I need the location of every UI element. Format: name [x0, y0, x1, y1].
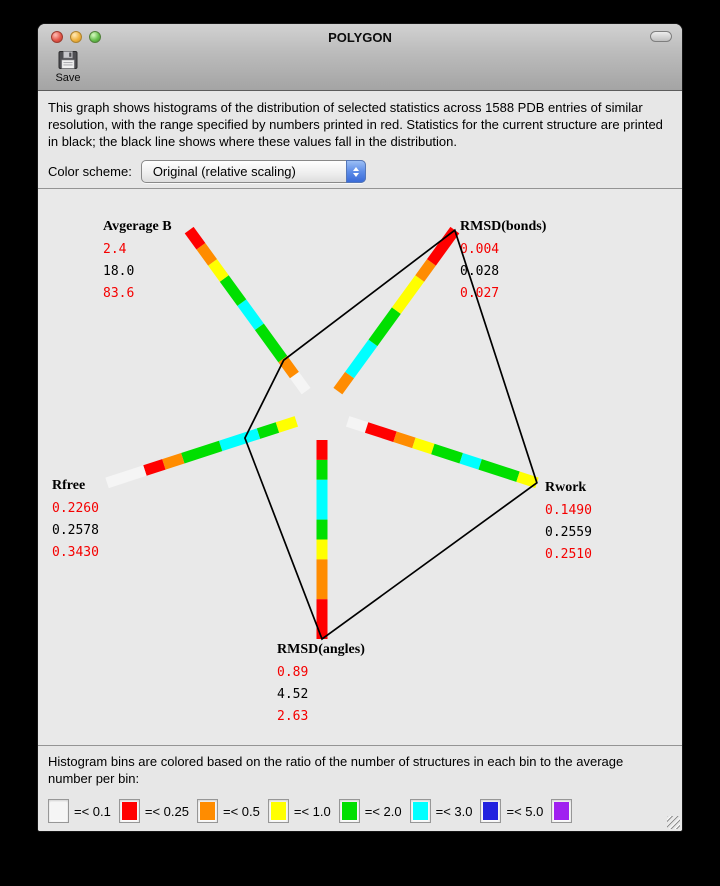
legend-item	[339, 799, 407, 823]
axis-value-value: 0.028	[460, 264, 500, 279]
axis-label-block-rmsd_bonds	[460, 218, 546, 305]
description-text: This graph shows histograms of the distribution of selected statistics across 1588 PDB entries of similar resolution, with the range specified by numbers printed in red. Statistics for the current structure are printed in black; the black line shows where these values fall in the distribution.	[48, 100, 663, 149]
legend-swatch-green	[339, 799, 360, 823]
axis-value-value: 0.2559	[545, 525, 592, 540]
legend-item	[197, 799, 265, 823]
window-title: POLYGON	[328, 30, 392, 45]
axis-value-value: 4.52	[277, 687, 309, 702]
legend-item	[268, 799, 336, 823]
axis-min-value: 2.4	[103, 242, 127, 257]
legend-label: =< 3.0	[435, 803, 473, 819]
axis-max-value: 0.027	[460, 286, 500, 301]
legend-item	[48, 799, 116, 823]
axis-title: Avgerage B	[103, 219, 172, 234]
legend-label: =< 2.0	[364, 803, 402, 819]
save-button-label: Save	[55, 72, 81, 84]
window-header	[38, 24, 682, 91]
legend-item	[119, 799, 194, 823]
toolbar-toggle-button[interactable]	[650, 31, 672, 42]
legend-label: =< 0.1	[74, 803, 111, 819]
save-button[interactable]	[47, 49, 89, 87]
axis-min-value: 0.89	[277, 665, 309, 680]
legend	[48, 799, 575, 823]
footer-panel	[38, 746, 682, 831]
plot-area	[38, 189, 682, 746]
legend-item	[480, 799, 548, 823]
axis-label-block-rfree	[52, 477, 99, 564]
legend-swatch-cyan	[410, 799, 431, 823]
color-scheme-row	[48, 160, 366, 183]
titlebar	[38, 24, 682, 50]
axis-title: Rfree	[52, 478, 86, 493]
legend-swatch-white	[48, 799, 69, 823]
axis-min-value: 0.1490	[545, 503, 592, 518]
axis-max-value: 0.2510	[545, 547, 592, 562]
legend-label: =< 5.0	[506, 803, 544, 819]
axis-min-value: 0.004	[460, 242, 500, 257]
axis-label-block-avg_b	[103, 218, 172, 305]
save-icon	[57, 49, 79, 71]
axis-label-block-rwork	[545, 479, 592, 566]
axis-label-block-rmsd_angles	[277, 641, 365, 728]
dropdown-stepper-icon	[346, 160, 366, 183]
legend-note: Histogram bins are colored based on the ratio of the number of structures in each bin to the average number per bin:	[48, 754, 624, 786]
description-panel	[38, 91, 682, 189]
axis-max-value: 2.63	[277, 709, 309, 724]
legend-label: =< 0.25	[144, 803, 189, 819]
legend-swatch-red	[119, 799, 140, 823]
axis-max-value: 83.6	[103, 286, 135, 301]
resize-grip[interactable]	[667, 816, 680, 829]
axis-value-value: 18.0	[103, 264, 135, 279]
axis-max-value: 0.3430	[52, 545, 99, 560]
legend-swatch-purple	[551, 799, 572, 823]
axis-title: RMSD(angles)	[277, 642, 365, 657]
legend-item	[410, 799, 478, 823]
polygon-window	[38, 24, 682, 831]
legend-swatch-yellow	[268, 799, 289, 823]
axis-min-value: 0.2260	[52, 501, 99, 516]
axis-title: Rwork	[545, 480, 587, 495]
legend-swatch-orange	[197, 799, 218, 823]
color-scheme-selected-value: Original (relative scaling)	[152, 164, 296, 179]
legend-label: =< 1.0	[293, 803, 331, 819]
legend-item	[551, 799, 572, 823]
color-scheme-label: Color scheme:	[48, 164, 132, 179]
legend-label: =< 0.5	[222, 803, 260, 819]
axis-title: RMSD(bonds)	[460, 219, 547, 234]
axis-labels-layer	[38, 189, 682, 745]
axis-value-value: 0.2578	[52, 523, 99, 538]
color-scheme-dropdown[interactable]	[141, 160, 366, 183]
legend-swatch-blue	[480, 799, 501, 823]
